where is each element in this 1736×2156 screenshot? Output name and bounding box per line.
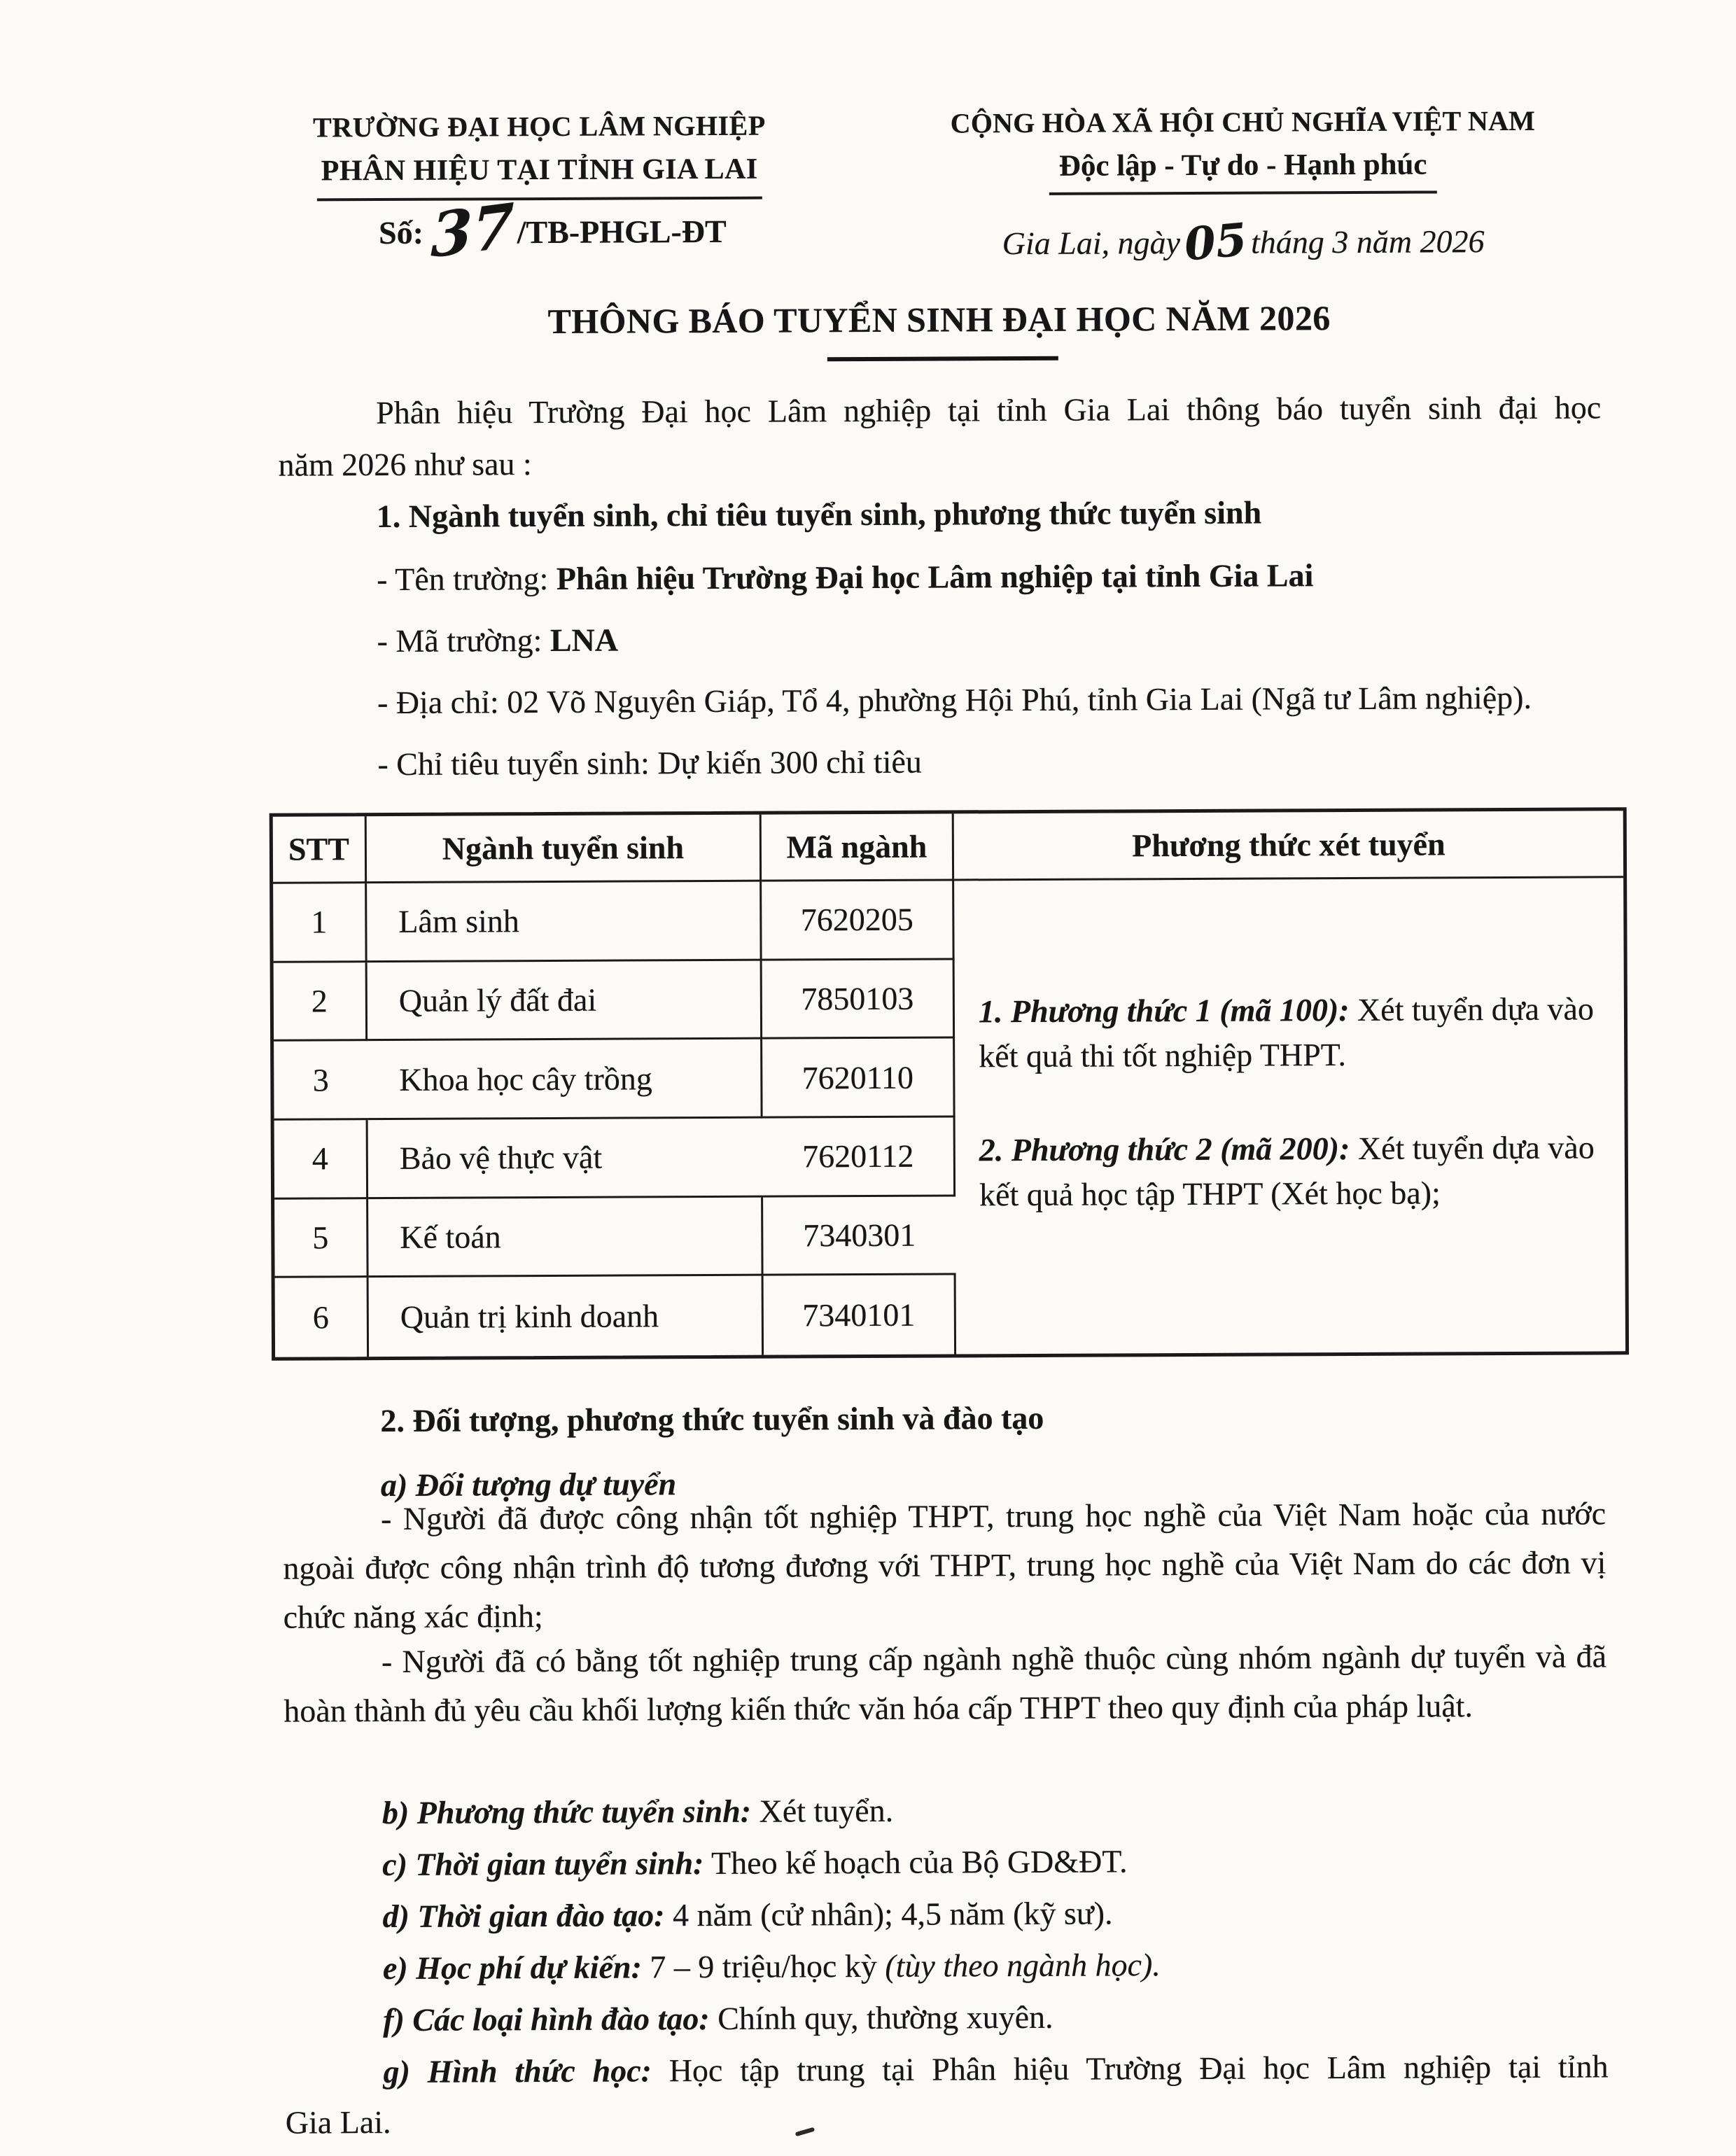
table-row-ma: 7620205 <box>762 881 954 960</box>
issuer-university-name: TRƯỜNG ĐẠI HỌC LÂM NGHIỆP <box>313 109 766 144</box>
item-text: Chính quy, thường xuyên. <box>709 1998 1054 2037</box>
item-italic-tail: (tùy theo ngành học). <box>885 1947 1161 1984</box>
item-lead: c) Thời gian tuyển sinh: <box>382 1845 704 1883</box>
item-text: Học tập trung tại Phân hiệu Trường Đại học Lâm nghiệp tại tỉnh <box>651 2048 1609 2089</box>
list-item-e <box>383 1940 1161 1993</box>
column-header-nganh: Ngành tuyển sinh <box>367 815 762 883</box>
item-lead: d) Thời gian đào tạo: <box>382 1897 665 1935</box>
table-row-nganh: Quản trị kinh doanh <box>369 1276 764 1357</box>
table-row-ma: 7620110 <box>762 1039 955 1119</box>
item-text: 7 – 9 triệu/học kỳ <box>641 1947 886 1985</box>
method-2 <box>979 1125 1606 1217</box>
item-value: 02 Võ Nguyên Giáp, Tổ 4, phường Hội Phú, tỉnh Gia Lai (Ngã tư Lâm nghiệp). <box>507 679 1532 720</box>
date-prefix: Gia Lai, ngày <box>1002 225 1181 262</box>
table-row-stt: 5 <box>274 1199 368 1278</box>
column-header-stt: STT <box>273 816 367 884</box>
date-suffix: tháng 3 năm 2026 <box>1250 223 1485 260</box>
section1-heading: 1. Ngành tuyển sinh, chỉ tiêu tuyển sinh, phương thức tuyển sinh <box>376 494 1262 535</box>
table-row-nganh: Kế toán <box>368 1197 763 1278</box>
method-2-lead: 2. Phương thức 2 (mã 200): <box>979 1130 1350 1168</box>
table-row-ma: 7850103 <box>762 960 955 1040</box>
item-label: - Tên trường: <box>377 560 556 598</box>
intro-line-1: Phân hiệu Trường Đại học Lâm nghiệp tại tỉnh Gia Lai thông báo tuyển sinh đại học <box>376 389 1602 431</box>
letterhead-national <box>892 100 1593 195</box>
list-item-chi-tieu <box>377 738 922 789</box>
item-value: LNA <box>550 622 619 658</box>
list-item-g-line2: Gia Lai. <box>285 2104 391 2141</box>
list-item-b <box>382 1786 894 1837</box>
list-item-d <box>382 1889 1112 1941</box>
letterhead-issuer <box>276 105 802 201</box>
intro-line-2: năm 2026 như sau : <box>278 446 532 483</box>
table-row-stt: 6 <box>275 1278 369 1357</box>
item-label: - Chỉ tiêu tuyển sinh: <box>377 745 658 783</box>
table-row-nganh: Quản lý đất đai <box>368 960 762 1041</box>
scan-mark <box>795 2127 816 2137</box>
document-number-line <box>378 190 727 272</box>
item-text: Theo kế hoạch của Bộ GD&ĐT. <box>704 1843 1128 1882</box>
list-item-dia-chi <box>377 673 1532 727</box>
column-header-phuong-thuc: Phương thức xét tuyển <box>954 811 1623 881</box>
method-2-text: Xét tuyển dựa vào kết quả học tập THPT (Xét học bạ); <box>979 1129 1595 1213</box>
document-number-suffix: /TB-PHGL-ĐT <box>517 213 727 251</box>
item-lead: g) Hình thức học: <box>383 2052 652 2090</box>
table-row-nganh: Khoa học cây trồng <box>368 1040 762 1120</box>
table-row-stt: 3 <box>274 1041 368 1120</box>
admissions-table <box>270 807 1629 1360</box>
table-row-ma: 7340101 <box>764 1275 956 1355</box>
table-row-nganh: Lâm sinh <box>367 882 762 962</box>
item-value: Phân hiệu Trường Đại học Lâm nghiệp tại tỉnh Gia Lai <box>556 557 1314 596</box>
item-label: - Mã trường: <box>377 622 551 659</box>
list-item-g-line1 <box>383 2042 1608 2096</box>
list-item-ma-truong <box>377 616 618 666</box>
list-item-ten-truong <box>377 551 1313 604</box>
table-row-stt: 1 <box>273 883 367 962</box>
table-row-nganh: Bảo vệ thực vật <box>368 1119 763 1199</box>
place-date-line <box>893 213 1593 272</box>
item-lead: f) Các loại hình đào tạo: <box>383 2001 710 2038</box>
column-header-ma-nganh: Mã ngành <box>762 813 954 881</box>
table-row-stt: 2 <box>274 962 368 1042</box>
list-item-c <box>382 1837 1128 1889</box>
table-row-ma: 7340301 <box>763 1196 955 1276</box>
table-row-ma: 7620112 <box>763 1117 955 1197</box>
table-row-stt: 4 <box>274 1120 368 1199</box>
item-lead: b) Phương thức tuyển sinh: <box>382 1793 752 1831</box>
item-value: Dự kiến 300 chỉ tiêu <box>657 743 922 781</box>
document-number-label: Số: <box>378 214 424 251</box>
national-motto-line1: CỘNG HÒA XÃ HỘI CHỦ NGHĨA VIỆT NAM <box>950 104 1536 139</box>
method-1-lead: 1. Phương thức 1 (mã 100): <box>978 991 1350 1030</box>
national-motto-line2: Độc lập - Tự do - Hạnh phúc <box>1049 144 1437 195</box>
item-lead: e) Học phí dự kiến: <box>382 1949 642 1987</box>
title-underline <box>827 356 1058 361</box>
method-1 <box>979 986 1605 1079</box>
handwritten-day: 05 <box>1182 213 1250 272</box>
section2-paragraph-2: - Người đã có bằng tốt nghiệp trung cấp ngành nghề thuộc cùng nhóm ngành dự tuyển và đã hoàn thành đủ yêu cầu khối lượng kiến thức văn hóa cấp THPT theo quy định của pháp luật. <box>284 1638 1607 1729</box>
item-label: - Địa chỉ: <box>377 684 507 721</box>
section2-paragraph-1: - Người đã được công nhận tốt nghiệp THPT, trung học nghề của Việt Nam hoặc của nước ngoài được công nhận trình độ tương đương với THPT, trung học nghề của Việt Nam do các đơn vị chức năng xác định; <box>283 1495 1606 1635</box>
section2-sub-a: a) Đối tượng dự tuyển <box>380 1466 677 1504</box>
handwritten-document-number: 37 <box>430 190 514 272</box>
section2-heading: 2. Đối tượng, phương thức tuyển sinh và đào tạo <box>380 1399 1044 1439</box>
list-item-f <box>383 1993 1054 2045</box>
admission-methods-cell <box>954 878 1625 1354</box>
item-text: Xét tuyển. <box>750 1792 894 1829</box>
item-text: 4 năm (cử nhân); 4,5 năm (kỹ sư). <box>664 1895 1113 1933</box>
issuer-branch-name: PHÂN HIỆU TẠI TỈNH GIA LAI <box>317 149 762 202</box>
page-title: THÔNG BÁO TUYỂN SINH ĐẠI HỌC NĂM 2026 <box>547 298 1331 341</box>
method-1-text: Xét tuyển dựa vào kết quả thi tốt nghiệp THPT. <box>979 990 1595 1074</box>
